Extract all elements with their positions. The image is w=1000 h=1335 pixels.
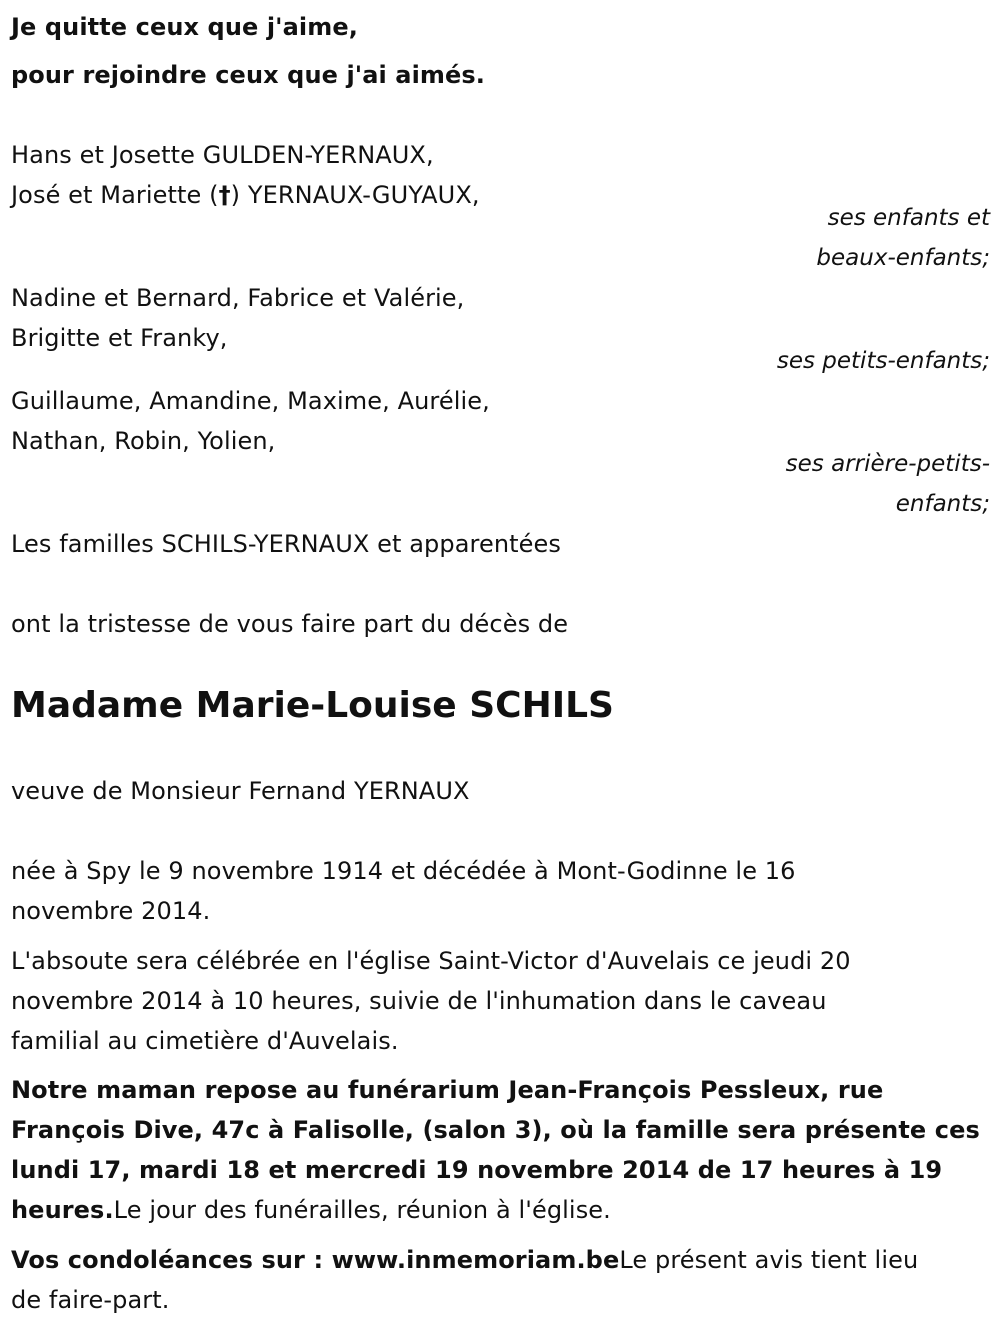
birth-death-line-2: novembre 2014. xyxy=(11,897,211,925)
families-line: Les familles SCHILS-YERNAUX et apparentées xyxy=(11,530,561,558)
great-grandchildren-line-1: Guillaume, Amandine, Maxime, Aurélie, xyxy=(11,387,490,415)
grandchildren-role: ses petits-enfants; xyxy=(776,348,990,374)
funeral-home-line-2: François Dive, 47c à Falisolle, (salon 3), où la famille sera présente ces xyxy=(11,1116,980,1144)
children-role-line-2: beaux-enfants; xyxy=(816,245,990,271)
condolences-link[interactable]: Vos condoléances sur : www.inmemoriam.be xyxy=(11,1246,620,1274)
great-grandchildren-line-2: Nathan, Robin, Yolien, xyxy=(11,427,276,455)
great-grandchildren-role-line-1: ses arrière-petits- xyxy=(785,451,990,477)
children-role-line-1: ses enfants et xyxy=(827,205,990,231)
ceremony-line-2: novembre 2014 à 10 heures, suivie de l'inhumation dans le caveau xyxy=(11,987,827,1015)
funeral-home-line-4 xyxy=(11,1190,611,1230)
funeral-home-line-4-normal: Le jour des funérailles, réunion à l'église. xyxy=(113,1196,611,1224)
grandchildren-line-2: Brigitte et Franky, xyxy=(11,324,228,352)
great-grandchildren-role-line-2: enfants; xyxy=(895,491,990,517)
epigraph-line-2: pour rejoindre ceux que j'ai aimés. xyxy=(11,61,486,89)
children-line-2 xyxy=(11,175,480,215)
grandchildren-line-1: Nadine et Bernard, Fabrice et Valérie, xyxy=(11,284,465,312)
ceremony-line-1: L'absoute sera célébrée en l'église Saint-Victor d'Auvelais ce jeudi 20 xyxy=(11,947,851,975)
children-line-1: Hans et Josette GULDEN-YERNAUX, xyxy=(11,141,434,169)
announcement-line: ont la tristesse de vous faire part du décès de xyxy=(11,610,569,638)
children-line-2-post: ) YERNAUX-GUYAUX, xyxy=(230,181,480,209)
deceased-name: Madame Marie-Louise SCHILS xyxy=(11,685,614,726)
widow-of-line: veuve de Monsieur Fernand YERNAUX xyxy=(11,777,470,805)
funeral-home-line-4-bold: heures. xyxy=(11,1196,114,1224)
cross-icon: † xyxy=(218,181,231,209)
children-line-2-pre: José et Mariette ( xyxy=(11,181,219,209)
ceremony-line-3: familial au cimetière d'Auvelais. xyxy=(11,1027,399,1055)
condolences-note: Le présent avis tient lieu xyxy=(619,1246,919,1274)
condolences-line-1 xyxy=(11,1240,918,1280)
funeral-home-line-3: lundi 17, mardi 18 et mercredi 19 novembre 2014 de 17 heures à 19 xyxy=(11,1156,943,1184)
funeral-home-line-1: Notre maman repose au funérarium Jean-François Pessleux, rue xyxy=(11,1076,884,1104)
birth-death-line-1: née à Spy le 9 novembre 1914 et décédée à Mont-Godinne le 16 xyxy=(11,857,796,885)
epigraph-line-1: Je quitte ceux que j'aime, xyxy=(11,13,358,41)
condolences-line-2: de faire-part. xyxy=(11,1286,170,1314)
